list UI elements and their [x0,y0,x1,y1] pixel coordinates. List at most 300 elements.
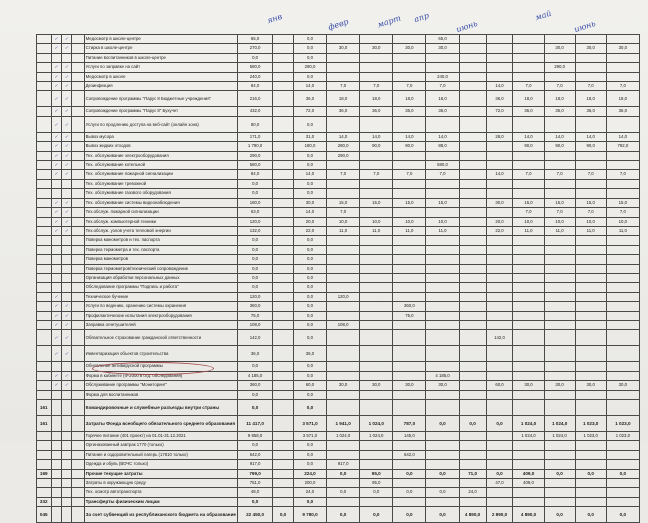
blank-cell [72,151,84,160]
month-value-cell [544,302,575,311]
month-value-cell: 0,0 [575,469,606,478]
row-name-cell: Медосмотр в школе [84,72,237,81]
month-value-cell [544,346,575,362]
row-code-cell: 161 [37,416,52,432]
value-cell [273,311,294,320]
row-total-cell: 0,0 [237,362,272,371]
month-value-cell: 15,0 [606,198,639,207]
checkmark-cell [61,273,71,282]
month-value-cell [393,208,426,217]
month-value-cell: 7,0 [575,170,606,179]
row-name-cell: Тех.обслуж. узлов учета тепловой энергии [84,226,237,235]
month-value-cell [606,63,639,72]
value-cell: 0,0 [293,161,326,170]
checkmark-cell [61,441,71,450]
value-cell: 290,0 [293,63,326,72]
row-name-cell: Питание и оздоровительный лагерь (17810 только) [84,450,237,459]
row-total-cell: 580,0 [237,161,272,170]
month-value-cell [606,151,639,160]
month-value-cell: 36,0 [327,107,360,116]
row-code-cell [37,72,52,81]
checkmark-cell: ✓ [51,151,61,160]
blank-cell [72,488,84,497]
blank-cell [72,362,84,371]
month-value-cell [393,460,426,469]
row-total-cell: 0,0 [237,390,272,399]
month-value-cell [459,400,486,416]
month-value-cell [544,72,575,81]
value-cell [273,142,294,151]
month-value-cell [606,292,639,301]
value-cell: 9 780,0 [293,507,326,523]
month-value-cell [513,346,544,362]
checkmark-cell [61,460,71,469]
month-value-cell [486,346,513,362]
row-name-cell: Питание воспитанников в школе-центре [84,53,237,62]
value-cell: 14,0 [293,170,326,179]
value-cell: 14,0 [293,82,326,91]
month-value-cell [426,189,459,198]
checkmark-cell [51,264,61,273]
month-value-cell [426,63,459,72]
month-value-cell: 0,0 [393,469,426,478]
month-value-cell [575,497,606,506]
value-cell: 36,0 [293,91,326,107]
value-cell: 224,0 [293,469,326,478]
month-value-cell [360,151,393,160]
value-cell [273,53,294,62]
row-name-cell: Трансферты физическим лицам [84,497,237,506]
row-name-cell: Сопровождение программы "Парус 8" Бухучет [84,107,237,116]
row-total-cell: 216,0 [237,91,272,107]
value-cell: 0,0 [293,189,326,198]
month-value-cell [486,264,513,273]
row-code-cell [37,35,52,44]
row-name-cell: Заправка огнетушителей [84,320,237,329]
value-cell [273,371,294,380]
handwritten-note: март [376,13,402,30]
month-value-cell: 60,0 [486,381,513,390]
month-value-cell: 90,0 [544,142,575,151]
month-value-cell: 7,0 [544,208,575,217]
month-value-cell: 14,0 [486,82,513,91]
value-cell: 0,0 [293,151,326,160]
month-value-cell [393,273,426,282]
month-value-cell [426,53,459,62]
month-value-cell [606,330,639,346]
month-value-cell [360,390,393,399]
row-code-cell [37,53,52,62]
checkmark-cell [51,390,61,399]
table-row [37,320,640,329]
value-cell: 0,0 [293,245,326,254]
month-value-cell: 580,0 [426,161,459,170]
month-value-cell [426,400,459,416]
month-value-cell [544,53,575,62]
month-value-cell [513,189,544,198]
month-value-cell [459,330,486,346]
month-value-cell [459,44,486,53]
blank-cell [72,44,84,53]
row-code-cell [37,91,52,107]
value-cell [273,189,294,198]
month-value-cell [486,208,513,217]
month-value-cell [426,479,459,488]
checkmark-cell: ✓ [51,107,61,116]
value-cell: 0,0 [293,179,326,188]
checkmark-cell: ✓ [61,320,71,329]
checkmark-cell: ✓ [51,44,61,53]
month-value-cell: 7,0 [606,82,639,91]
month-value-cell: 10,0 [393,217,426,226]
month-value-cell [575,371,606,380]
month-value-cell [327,362,360,371]
month-value-cell: 7,0 [393,82,426,91]
row-name-cell: Одежда и обувь (ВОЧС только) [84,460,237,469]
row-name-cell: Тех. обслуживание пожарной сигнализации [84,170,237,179]
month-value-cell [486,161,513,170]
month-value-cell: 0,0 [327,488,360,497]
value-cell: 0,0 [293,362,326,371]
month-value-cell [360,320,393,329]
checkmark-cell [61,362,71,371]
month-value-cell [606,441,639,450]
month-value-cell: 24,0 [459,488,486,497]
checkmark-cell [51,236,61,245]
row-code-cell [37,226,52,235]
table-row [37,142,640,151]
row-total-cell: 11 417,0 [237,416,272,432]
month-value-cell [360,302,393,311]
row-name-cell: Тех. обслуживание газового оборудования [84,189,237,198]
month-value-cell [486,273,513,282]
month-value-cell: 0,0 [575,507,606,523]
month-value-cell [393,116,426,132]
checkmark-cell: ✓ [61,346,71,362]
month-value-cell [513,63,544,72]
month-value-cell [459,161,486,170]
month-value-cell [459,198,486,207]
row-total-cell: 132,0 [237,226,272,235]
month-value-cell: 7,0 [513,208,544,217]
value-cell [273,107,294,116]
month-value-cell [486,151,513,160]
month-value-cell [575,390,606,399]
row-total-cell: 75,0 [237,311,272,320]
value-cell: 14,0 [293,208,326,217]
month-value-cell [606,255,639,264]
month-value-cell: 71,0 [459,469,486,478]
value-cell [273,400,294,416]
month-value-cell [575,53,606,62]
month-value-cell: 0,0 [426,469,459,478]
checkmark-cell [51,179,61,188]
value-cell [273,469,294,478]
value-cell: 0,0 [293,460,326,469]
blank-cell [72,507,84,523]
row-total-cell: 48,0 [237,488,272,497]
month-value-cell [459,441,486,450]
month-value-cell [327,390,360,399]
row-code-cell [37,151,52,160]
month-value-cell [459,255,486,264]
month-value-cell [459,142,486,151]
month-value-cell: 14,0 [426,132,459,141]
value-cell: 180,0 [293,142,326,151]
month-value-cell [575,236,606,245]
month-value-cell: 11,0 [327,226,360,235]
month-value-cell [486,497,513,506]
month-value-cell: 36,0 [513,107,544,116]
month-value-cell [360,362,393,371]
table-row [37,245,640,254]
month-value-cell: 10,0 [575,217,606,226]
month-value-cell [513,72,544,81]
checkmark-cell [61,255,71,264]
month-value-cell [606,236,639,245]
row-total-cell: 84,0 [237,82,272,91]
checkmark-cell: ✓ [51,302,61,311]
table-row [37,460,640,469]
month-value-cell [426,441,459,450]
month-value-cell: 14,0 [327,132,360,141]
checkmark-cell: ✓ [61,226,71,235]
month-value-cell [606,53,639,62]
checkmark-cell [51,469,61,478]
month-value-cell [575,292,606,301]
month-value-cell [426,362,459,371]
month-value-cell: 7,0 [426,82,459,91]
checkmark-cell: ✓ [61,132,71,141]
month-value-cell [393,479,426,488]
row-total-cell: 0,0 [237,273,272,282]
value-cell: 0,0 [293,330,326,346]
row-total-cell: 1 790,0 [237,142,272,151]
month-value-cell: 1 024,0 [544,416,575,432]
month-value-cell: 7,0 [426,170,459,179]
month-value-cell [426,236,459,245]
checkmark-cell: ✓ [51,170,61,179]
table-row [37,283,640,292]
month-value-cell [575,179,606,188]
row-code-cell [37,381,52,390]
blank-cell [72,302,84,311]
checkmark-cell [61,390,71,399]
month-value-cell: 30,0 [327,44,360,53]
checkmark-cell: ✓ [51,72,61,81]
month-value-cell [360,179,393,188]
month-value-cell [393,497,426,506]
month-value-cell [606,116,639,132]
row-total-cell: 0,0 [237,497,272,506]
table-row [37,302,640,311]
blank-cell [72,346,84,362]
month-value-cell [393,255,426,264]
month-value-cell [575,362,606,371]
month-value-cell [544,311,575,320]
table-row [37,479,640,488]
checkmark-cell: ✓ [61,311,71,320]
month-value-cell: 7,0 [360,170,393,179]
month-value-cell [393,362,426,371]
month-value-cell: 14,0 [575,132,606,141]
checkmark-cell: ✓ [61,302,71,311]
row-code-cell [37,170,52,179]
month-value-cell: 18,0 [575,91,606,107]
row-total-cell: 0,0 [237,441,272,450]
checkmark-cell: ✓ [61,217,71,226]
month-value-cell [544,450,575,459]
month-value-cell [459,311,486,320]
month-value-cell [426,245,459,254]
month-value-cell [393,35,426,44]
month-value-cell [575,151,606,160]
month-value-cell: 1 941,0 [327,416,360,432]
month-value-cell [513,460,544,469]
month-value-cell [327,189,360,198]
month-value-cell [459,53,486,62]
month-value-cell: 10,0 [426,217,459,226]
value-cell: 31,0 [293,132,326,141]
month-value-cell [606,390,639,399]
row-code-cell [37,264,52,273]
value-cell: 0,0 [293,292,326,301]
month-value-cell: 1 023,0 [606,432,639,441]
month-value-cell [393,72,426,81]
month-value-cell [459,72,486,81]
month-value-cell [486,189,513,198]
value-cell: 24,0 [293,488,326,497]
checkmark-cell [51,441,61,450]
row-name-cell: Затраты в окружающую среду [84,479,237,488]
month-value-cell: 11,0 [513,226,544,235]
value-cell [273,35,294,44]
month-value-cell [513,44,544,53]
month-value-cell [575,330,606,346]
checkmark-cell: ✓ [51,142,61,151]
row-name-cell: Тех. обслуживание тревожной [84,179,237,188]
month-value-cell: 30,0 [544,381,575,390]
month-value-cell [486,35,513,44]
month-value-cell: 10,0 [606,217,639,226]
table-row [37,44,640,53]
value-cell: 0,0 [293,441,326,450]
row-name-cell: Обязательное страхование гражданской ответственности [84,330,237,346]
checkmark-cell: ✓ [61,44,71,53]
month-value-cell [486,390,513,399]
month-value-cell [513,400,544,416]
month-value-cell [544,283,575,292]
checkmark-cell [51,488,61,497]
table-row [37,488,640,497]
month-value-cell [575,283,606,292]
blank-cell [72,479,84,488]
row-name-cell: Тех. обслуживание котельной [84,161,237,170]
month-value-cell [459,302,486,311]
month-value-cell [360,330,393,346]
month-value-cell [327,72,360,81]
month-value-cell: 7,0 [544,82,575,91]
month-value-cell [459,91,486,107]
month-value-cell: 7,0 [544,170,575,179]
month-value-cell: 409,0 [513,469,544,478]
row-name-cell: Стирка в школе-центре [84,44,237,53]
month-value-cell: 0,0 [360,488,393,497]
month-value-cell: 1 024,0 [513,416,544,432]
month-value-cell [459,226,486,235]
month-value-cell [575,35,606,44]
month-value-cell: 90,0 [360,142,393,151]
month-value-cell [393,283,426,292]
month-value-cell [513,302,544,311]
month-value-cell: 108,0 [327,320,360,329]
blank-cell [72,91,84,107]
value-cell [273,432,294,441]
checkmark-cell: ✓ [61,161,71,170]
checkmark-cell [61,469,71,478]
month-value-cell: 30,0 [393,44,426,53]
month-value-cell [544,35,575,44]
row-name-cell: Медосмотр в школе-центре [84,35,237,44]
checkmark-cell: ✓ [51,346,61,362]
month-value-cell [459,189,486,198]
row-name-cell: Тех. обслуживание электрооборудования [84,151,237,160]
month-value-cell: 7,0 [360,82,393,91]
blank-cell [72,320,84,329]
month-value-cell: 90,0 [393,142,426,151]
blank-cell [72,35,84,44]
month-value-cell: 0,0 [459,416,486,432]
checkmark-cell: ✓ [51,82,61,91]
month-value-cell: 15,0 [544,198,575,207]
month-value-cell [486,432,513,441]
row-total-cell: 120,0 [237,292,272,301]
month-value-cell [544,179,575,188]
month-value-cell: 15,0 [575,198,606,207]
month-value-cell [544,488,575,497]
month-value-cell: 0,0 [544,507,575,523]
month-value-cell [544,255,575,264]
row-total-cell: 432,0 [237,107,272,116]
table-row [37,432,640,441]
row-name-cell: Поверка манометров и тех. паспорта [84,236,237,245]
row-code-cell [37,217,52,226]
value-cell: 0,0 [293,302,326,311]
month-value-cell: 30,0 [360,44,393,53]
month-value-cell: 36,0 [544,107,575,116]
value-cell: 20,0 [293,217,326,226]
row-code-cell [37,390,52,399]
month-value-cell [393,151,426,160]
checkmark-cell: ✓ [61,208,71,217]
value-cell [273,441,294,450]
checkmark-cell [51,189,61,198]
row-code-cell [37,283,52,292]
checkmark-cell [61,283,71,292]
month-value-cell [486,142,513,151]
table-row [37,170,640,179]
month-value-cell: 22,0 [486,226,513,235]
value-cell: 3 571,0 [293,416,326,432]
month-value-cell: 95,0 [360,479,393,488]
month-value-cell [575,450,606,459]
month-value-cell: 0,0 [606,507,639,523]
row-total-cell: 108,0 [237,320,272,329]
month-value-cell: 36,0 [575,107,606,116]
checkmark-cell: ✓ [61,330,71,346]
month-value-cell [459,170,486,179]
month-value-cell [486,441,513,450]
